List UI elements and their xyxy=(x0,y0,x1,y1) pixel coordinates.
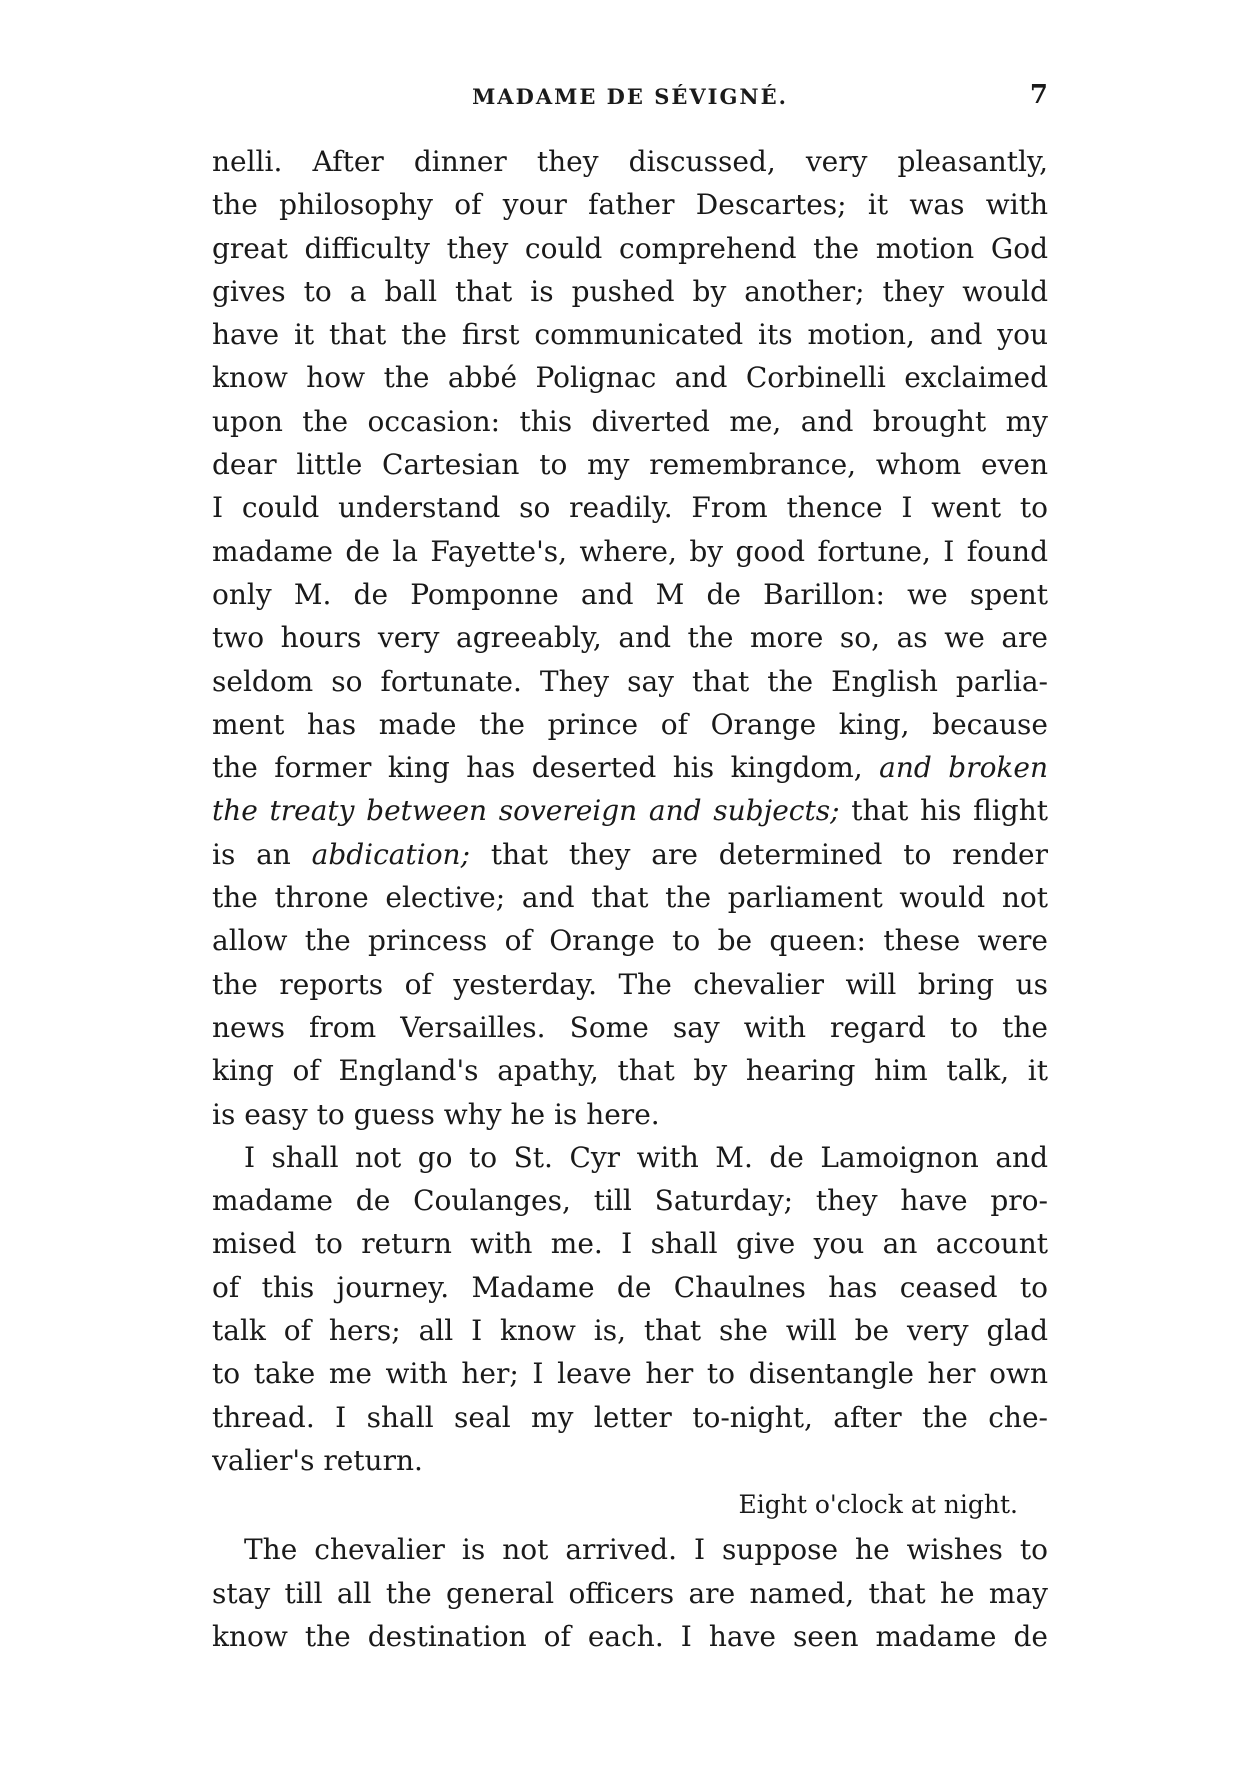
text-line: the philosophy of your father Descartes; it was with xyxy=(212,188,1048,222)
text-line: madame de la Fayette's, where, by good fortune, I found xyxy=(212,534,1048,568)
text-line: I shall not go to St. Cyr with M. de Lamoignon and xyxy=(244,1140,1048,1174)
text-line: king of England's apathy, that by hearing him talk, it xyxy=(212,1054,1048,1088)
text-line: gives to a ball that is pushed by another; they would xyxy=(212,274,1048,308)
text-line: great difficulty they could comprehend the motion God xyxy=(212,231,1048,265)
text-line: of this journey. Madame de Chaulnes has ceased to xyxy=(212,1270,1048,1304)
text-line: two hours very agreeably, and the more so, as we are xyxy=(212,621,1048,655)
text-line: talk of hers; all I know is, that she will be very glad xyxy=(212,1314,1048,1348)
text-line: stay till all the general officers are named, that he may xyxy=(212,1576,1048,1610)
text-line-mixed xyxy=(212,833,1048,876)
paragraph-1 xyxy=(212,140,1048,1136)
text-line: only M. de Pomponne and M de Barillon: we spent xyxy=(212,577,1048,611)
text-line: know how the abbé Polignac and Corbinelli exclaimed xyxy=(212,361,1048,395)
text-line: nelli. After dinner they discussed, very pleasantly, xyxy=(212,145,1048,178)
text-line: know the destination of each. I have seen madame de xyxy=(212,1619,1048,1653)
text-line: have it that the first communicated its motion, and you xyxy=(212,318,1048,352)
text-line: ment has made the prince of Orange king, because xyxy=(212,707,1048,741)
text-line: the reports of yesterday. The chevalier will bring us xyxy=(212,967,1048,1001)
paragraph-2 xyxy=(212,1136,1048,1482)
text-run: is an xyxy=(212,837,312,871)
dateline: Eight o'clock at night. xyxy=(738,1490,1018,1520)
italic-run: abdication; xyxy=(311,837,471,871)
text-line: to take me with her; I leave her to disentangle her own xyxy=(212,1357,1048,1391)
text-line: seldom so fortunate. They say that the English parlia- xyxy=(212,664,1048,698)
italic-run: and broken xyxy=(879,751,1048,785)
text-line: valier's return. xyxy=(212,1443,423,1477)
text-line: the throne elective; and that the parliament would not xyxy=(212,881,1048,915)
text-line: madame de Coulanges, till Saturday; they have pro- xyxy=(212,1184,1048,1218)
text-line: mised to return with me. I shall give you an account xyxy=(212,1227,1048,1261)
body-text xyxy=(212,140,1048,1658)
text-run: the former king has deserted his kingdom, xyxy=(212,751,880,785)
italic-run: the treaty between sovereign and subjects; xyxy=(212,794,840,828)
text-line: thread. I shall seal my letter to-night, after the che- xyxy=(212,1400,1048,1434)
text-line: dear little Cartesian to my remembrance, whom even xyxy=(212,448,1048,482)
text-line: upon the occasion: this diverted me, and brought my xyxy=(212,404,1048,438)
text-line: is easy to guess why he is here. xyxy=(212,1097,660,1131)
text-run: that they are determined to render xyxy=(470,837,1048,871)
text-line: allow the princess of Orange to be queen: these were xyxy=(212,924,1048,958)
text-line-mixed xyxy=(212,746,1048,789)
running-head xyxy=(212,80,1048,120)
text-line: I could understand so readily. From thence I went to xyxy=(212,491,1048,525)
text-line-mixed xyxy=(212,789,1048,832)
text-line: news from Versailles. Some say with regard to the xyxy=(212,1010,1048,1044)
text-run: that his flight xyxy=(839,794,1048,828)
page-number: 7 xyxy=(1029,80,1048,110)
paragraph-3 xyxy=(212,1528,1048,1658)
text-line: The chevalier is not arrived. I suppose he wishes to xyxy=(244,1533,1048,1567)
running-title: MADAME DE SÉVIGNÉ. xyxy=(472,84,788,109)
